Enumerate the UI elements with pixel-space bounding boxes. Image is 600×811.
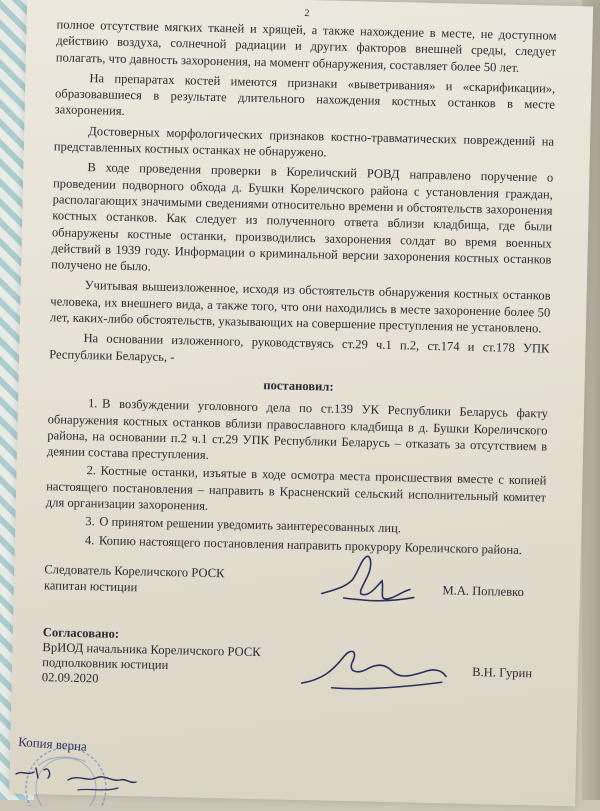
paragraph-weathering: На препаратах костей имеются признаки «выветривания» и «скарификации», образовавшиеся в результате длительного нахождения костных останков в месте захоронения. (54, 70, 556, 119)
item-number: 3. (85, 514, 95, 529)
page-number: 2 (304, 7, 310, 20)
paragraph-no-trauma: Достоверных морфологических признаков костно-травматических повреждений на представленных костных останках не обнаружено. (53, 123, 555, 160)
item-number: 2. (86, 463, 97, 478)
investigator-position-line2: капитан юстиции (43, 578, 138, 595)
approval-title: Согласовано: (42, 625, 120, 641)
item-number: 1. (87, 396, 98, 411)
certified-copy-stamp (8, 726, 178, 806)
investigator-signature-block (43, 561, 544, 618)
investigator-position-line1: Следователь Кореличского РОСК (44, 562, 225, 581)
approval-position-line2: подполковник юстиции (42, 655, 169, 672)
approval-date: 02.09.2020 (41, 670, 99, 686)
document-sheet (9, 0, 593, 806)
decision-item-1 (47, 394, 548, 471)
paragraph-legal-basis: На основании изложенного, руководствуясь ст.29 ч.1 п.2, ст.174 и ст.178 УПК Республики Беларусь, - (49, 331, 550, 364)
item-text: О принятом решении уведомить заинтересованных лиц. (99, 514, 402, 536)
decision-heading: постановил: (263, 378, 334, 394)
item-text: Костные останки, изъятые в ходе осмотра места происшествия вместе с копией настоящего постановления – направить в Красненский сельский исполнительный комитет для организации захоронения. (45, 463, 547, 513)
approval-signature (292, 633, 453, 697)
stamp-seal-icon (8, 726, 178, 806)
investigator-name: М.А. Поплевко (442, 583, 525, 599)
approval-name: В.Н. Гурин (472, 664, 533, 681)
item-number: 4. (84, 532, 95, 547)
document-page (42, 2, 558, 702)
paragraph-investigation: В ходе проведения проверки в Кореличский РОВД направлено поручение о проведении подворного обхода д. Бушки Кореличского района с установления граждан, располагающих значимыми сведениями относительно времени и обстоятельств захоронения костных останков. Как следует из полученного ответа вблизи кладбища, где были обнаружены костные останки, производились захоронения солдат во время военных действий в 1939 году. Информации о криминальной версии захоронения костных останков получено не было. (51, 160, 554, 274)
item-text: В возбуждении уголовного дела по ст.139 УК Республики Беларусь факту обнаружения костных останков вблизи православного кладбища в д. Бушки Кореличского района, на основании п.2 ч.1 ст.29 УПК Республики Беларусь – отказать за отсутствием в деянии состава преступления. (46, 396, 549, 463)
approval-block (42, 625, 543, 702)
stamp-text: Копия верна (17, 734, 88, 754)
paragraph-soft-tissue: полное отсутствие мягких тканей и хрящей, а также нахождение в месте, не доступном действию воздуха, солнечной радиации и других факторов внешней среды, следует полагать, что давность захоронения, на момент обнаружения, составляет более 50 лет. (55, 17, 557, 75)
investigator-signature (313, 549, 424, 611)
paragraph-conclusion: Учитывая вышеизложенное, исходя из обстоятельств обнаружения костных останков человека, их внешнего вида, а также того, что они находились в месте захоронение более 50 лет, каких-либо обстоятельств, указывающих на совершение преступления не установлено. (49, 278, 551, 336)
decision-item-2 (46, 462, 547, 522)
investigator-position (44, 561, 225, 597)
approval-position-line1: ВрИОД начальника Кореличского РОСК (42, 640, 261, 660)
item-text: Копию настоящего постановления направить прокурору Кореличского района. (98, 533, 523, 557)
approval-text (42, 625, 262, 690)
